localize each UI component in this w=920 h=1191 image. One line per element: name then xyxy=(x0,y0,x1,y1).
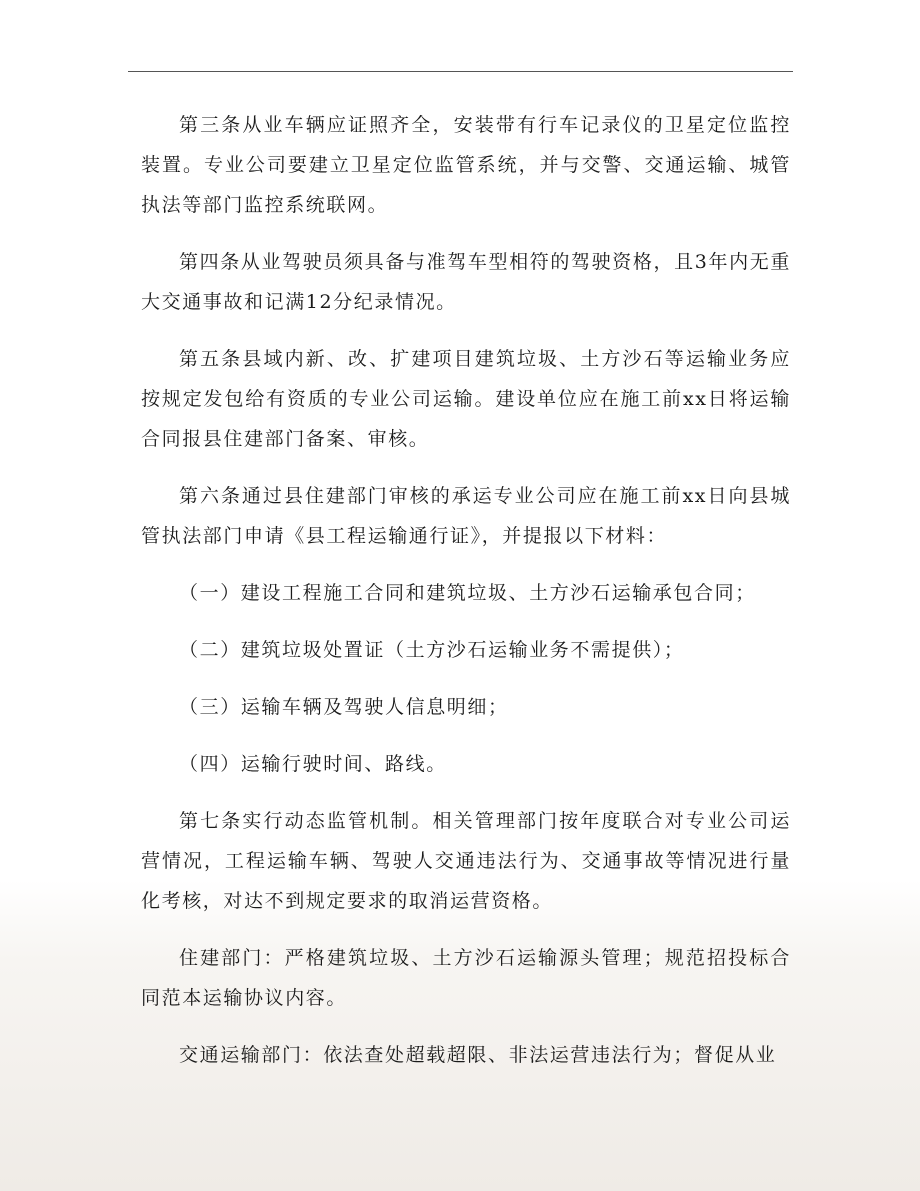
housing-dept-paragraph: 住建部门：严格建筑垃圾、土方沙石运输源头管理；规范招投标合同范本运输协议内容。 xyxy=(141,947,791,1009)
material-item-1: （一）建设工程施工合同和建筑垃圾、土方沙石运输承包合同； xyxy=(179,582,756,604)
material-item-4: （四）运输行驶时间、路线。 xyxy=(179,753,447,775)
article-5-paragraph: 第五条县域内新、改、扩建项目建筑垃圾、土方沙石等运输业务应按规定发包给有资质的专业公司运输。建设单位应在施工前xx日将运输合同报县住建部门备案、审核。 xyxy=(141,348,791,450)
article-4-paragraph: 第四条从业驾驶员须具备与准驾车型相符的驾驶资格，且3年内无重大交通事故和记满12分纪录情况。 xyxy=(141,251,791,313)
article-6-paragraph: 第六条通过县住建部门审核的承运专业公司应在施工前xx日向县城管执法部门申请《县工程运输通行证》，并提报以下材料： xyxy=(141,485,791,547)
material-item-3: （三）运输车辆及驾驶人信息明细； xyxy=(179,696,509,718)
header-rule xyxy=(128,71,793,72)
transport-dept-paragraph: 交通运输部门：依法查处超载超限、非法运营违法行为；督促从业 xyxy=(179,1044,777,1066)
material-item-2: （二）建筑垃圾处置证（土方沙石运输业务不需提供）； xyxy=(179,639,685,661)
article-7-paragraph: 第七条实行动态监管机制。相关管理部门按年度联合对专业公司运营情况，工程运输车辆、驾驶人交通违法行为、交通事故等情况进行量化考核，对达不到规定要求的取消运营资格。 xyxy=(141,810,791,912)
article-3-paragraph: 第三条从业车辆应证照齐全，安装带有行车记录仪的卫星定位监控装置。专业公司要建立卫星定位监管系统，并与交警、交通运输、城管执法等部门监控系统联网。 xyxy=(141,114,791,216)
document-body xyxy=(141,105,791,1092)
